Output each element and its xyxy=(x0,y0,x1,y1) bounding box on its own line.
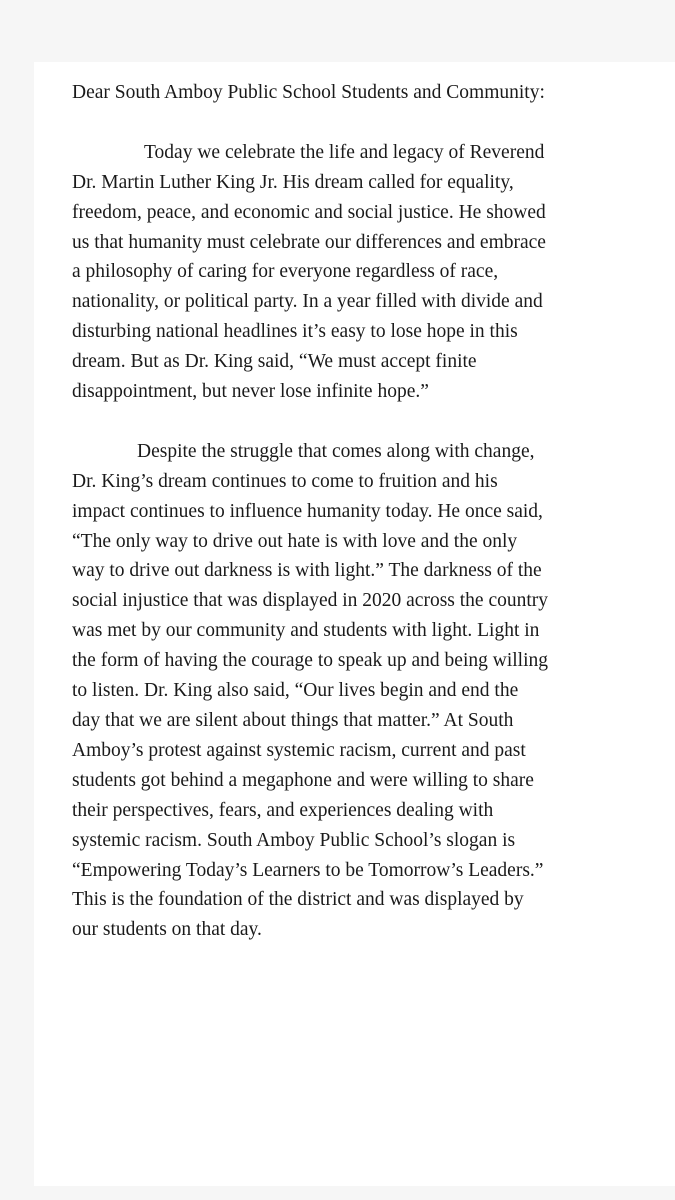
text-line: freedom, peace, and economic and social justice. He showed xyxy=(72,201,546,223)
text-line: a philosophy of caring for everyone regardless of race, xyxy=(72,261,499,283)
text-line: “Empowering Today’s Learners to be Tomorrow’s Leaders.” xyxy=(72,859,544,881)
paragraph-1 xyxy=(72,138,617,407)
text-line: students got behind a megaphone and were willing to share xyxy=(72,769,534,791)
text-line: social injustice that was displayed in 2020 across the country xyxy=(72,590,549,612)
letter-page xyxy=(34,62,675,1186)
text-line: impact continues to influence humanity today. He once said, xyxy=(72,500,543,522)
text-line: their perspectives, fears, and experiences dealing with xyxy=(72,799,494,821)
letter-body xyxy=(72,78,617,945)
text-line: This is the foundation of the district and was displayed by xyxy=(72,889,524,911)
text-line: Amboy’s protest against systemic racism, current and past xyxy=(72,739,526,761)
text-line: disturbing national headlines it’s easy to lose hope in this xyxy=(72,321,518,343)
text-line: Dr. Martin Luther King Jr. His dream called for equality, xyxy=(72,171,514,193)
paragraph-2 xyxy=(72,437,617,945)
text-line: “The only way to drive out hate is with love and the only xyxy=(72,530,518,552)
text-line: systemic racism. South Amboy Public School’s slogan is xyxy=(72,829,516,851)
text-line: Dr. King’s dream continues to come to fruition and his xyxy=(72,470,498,492)
text-line: dream. But as Dr. King said, “We must accept finite xyxy=(72,351,477,373)
text-line: our students on that day. xyxy=(72,919,262,941)
text-line: to listen. Dr. King also said, “Our lives begin and end the xyxy=(72,680,519,702)
text-line: day that we are silent about things that matter.” At South xyxy=(72,710,514,731)
letter-salutation: Dear South Amboy Public School Students and Community: xyxy=(72,82,545,103)
text-line: disappointment, but never lose infinite hope.” xyxy=(72,381,429,403)
text-line: the form of having the courage to speak up and being willing xyxy=(72,650,548,672)
text-line: Today we celebrate the life and legacy of Reverend xyxy=(144,141,545,163)
text-line: Despite the struggle that comes along with change, xyxy=(137,440,535,462)
text-line: way to drive out darkness is with light.” The darkness of the xyxy=(72,560,542,582)
text-line: was met by our community and students with light. Light in xyxy=(72,620,540,642)
text-line: us that humanity must celebrate our differences and embrace xyxy=(72,231,546,253)
text-line: nationality, or political party. In a year filled with divide and xyxy=(72,291,543,313)
